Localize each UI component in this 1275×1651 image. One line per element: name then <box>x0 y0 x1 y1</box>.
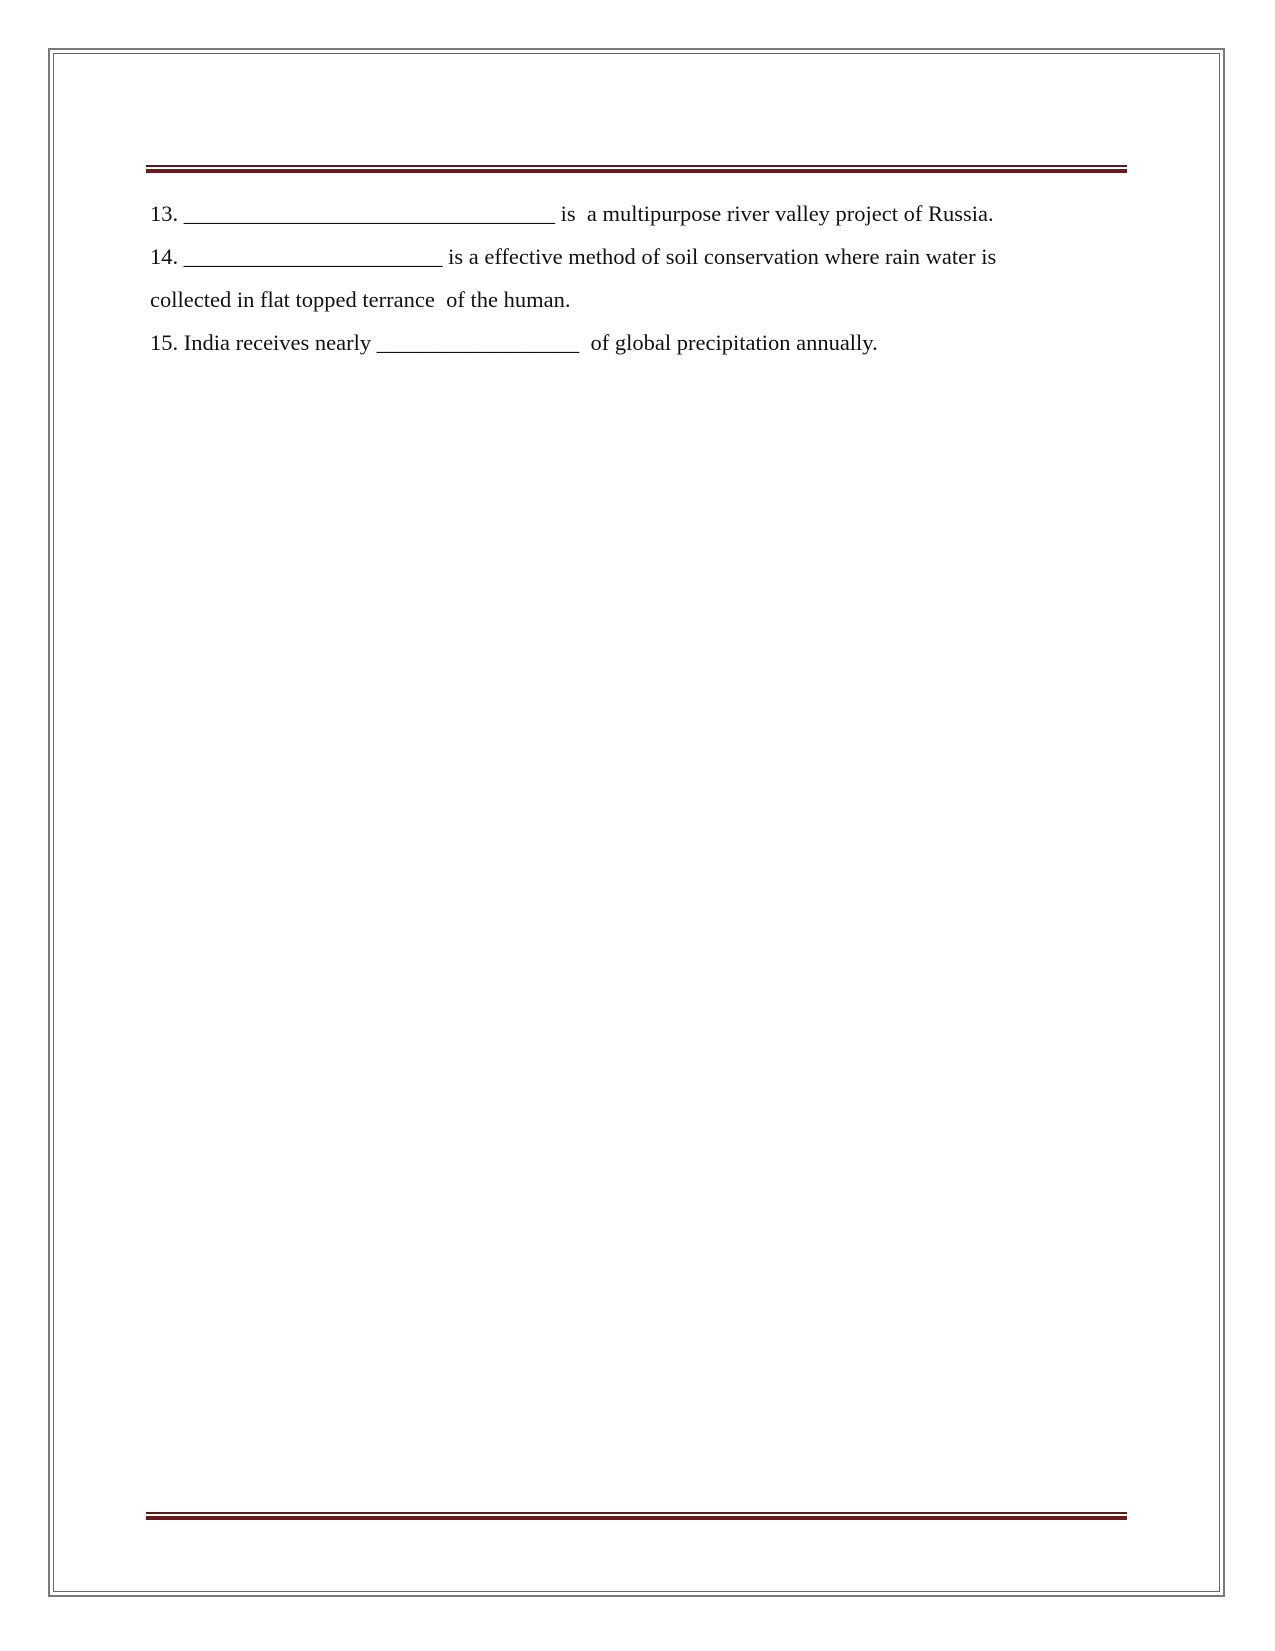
question-15: 15. India receives nearly __________________ of global precipitation annually. <box>150 330 878 355</box>
question-13: 13. _________________________________ is a multipurpose river valley project of Russia. <box>150 201 994 226</box>
question-14-line-1: 14. _______________________ is a effective method of soil conservation where rain water is <box>150 244 997 269</box>
header-divider <box>146 165 1127 173</box>
footer-divider <box>146 1512 1127 1520</box>
question-list <box>150 192 1130 364</box>
question-14-line-2: collected in flat topped terrance of the human. <box>150 287 571 312</box>
